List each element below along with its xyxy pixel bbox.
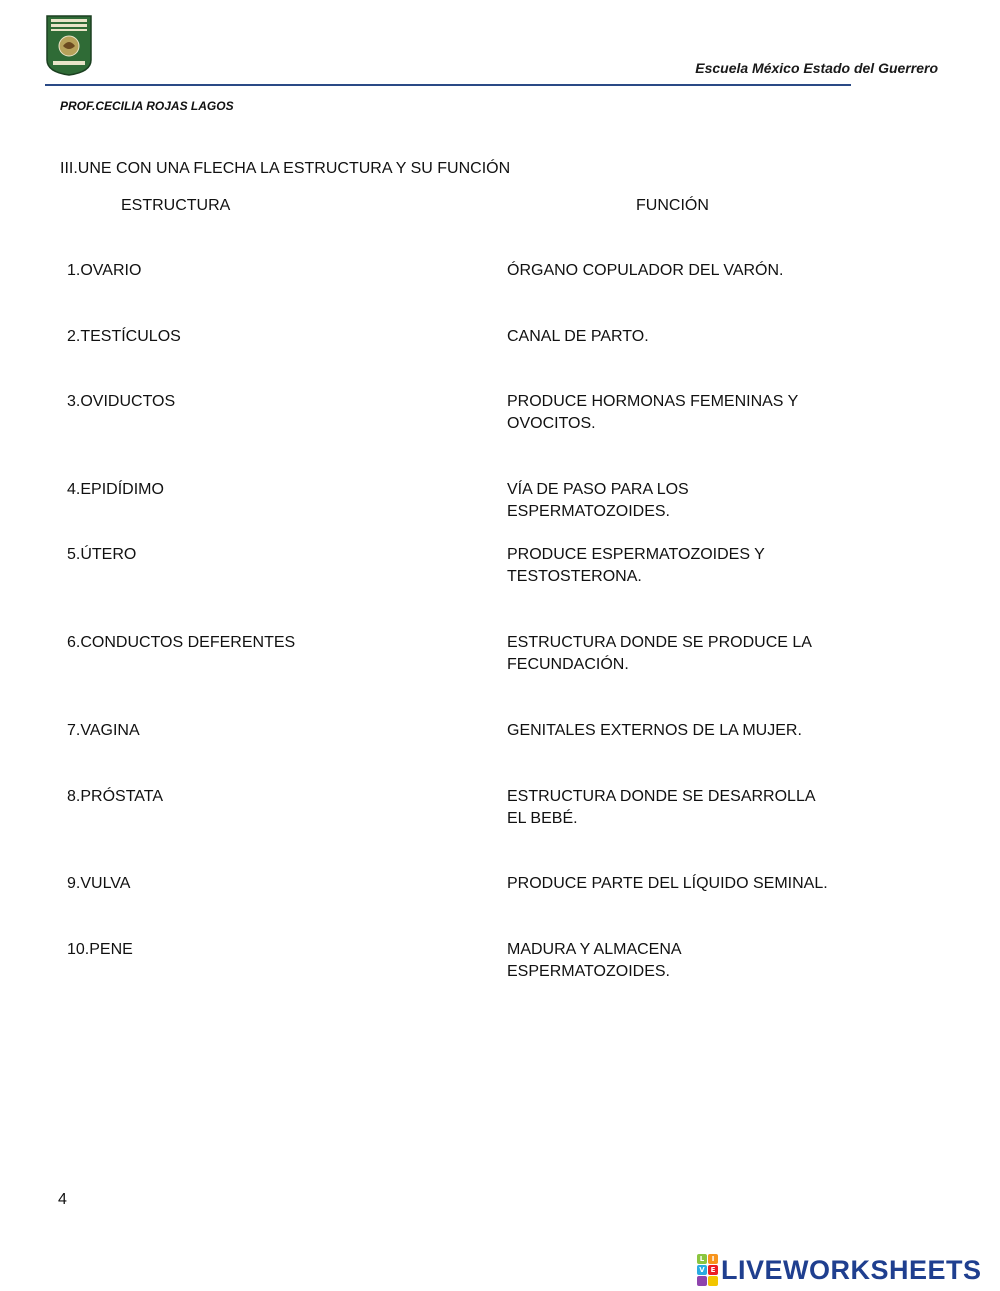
function-item-8[interactable]: ESTRUCTURA DONDE SE DESARROLLA EL BEBÉ. (507, 788, 815, 827)
structure-item-7[interactable]: 7.VAGINA (67, 722, 140, 739)
mark-square (697, 1276, 707, 1286)
mark-square (708, 1276, 718, 1286)
function-item-5[interactable]: PRODUCE ESPERMATOZOIDES Y TESTOSTERONA. (507, 546, 765, 585)
page-number: 4 (58, 1191, 67, 1208)
column-header-function: FUNCIÓN (636, 197, 709, 214)
column-header-structure: ESTRUCTURA (121, 197, 231, 214)
mark-letter: V (697, 1265, 707, 1275)
structure-item-2[interactable]: 2.TESTÍCULOS (67, 328, 181, 345)
function-item-2[interactable]: CANAL DE PARTO. (507, 328, 649, 345)
teacher-name: PROF.CECILIA ROJAS LAGOS (60, 99, 234, 113)
mark-letter: E (708, 1265, 718, 1275)
crest-shield-icon (45, 14, 93, 76)
structure-item-8[interactable]: 8.PRÓSTATA (67, 788, 164, 805)
header-divider (45, 84, 851, 86)
function-item-1[interactable]: ÓRGANO COPULADOR DEL VARÓN. (507, 262, 784, 279)
school-crest-logo (45, 14, 93, 76)
exercise-instruction: III.UNE CON UNA FLECHA LA ESTRUCTURA Y SU FUNCIÓN (60, 160, 511, 177)
structure-item-3[interactable]: 3.OVIDUCTOS (67, 393, 176, 410)
function-item-6[interactable]: ESTRUCTURA DONDE SE PRODUCE LA FECUNDACIÓN. (507, 634, 812, 673)
school-name: Escuela México Estado del Guerrero (695, 60, 938, 76)
structure-item-9[interactable]: 9.VULVA (67, 875, 131, 892)
function-item-3[interactable]: PRODUCE HORMONAS FEMENINAS Y OVOCITOS. (507, 393, 799, 432)
function-item-9[interactable]: PRODUCE PARTE DEL LÍQUIDO SEMINAL. (507, 875, 828, 892)
mark-letter: I (708, 1254, 718, 1264)
structure-item-5[interactable]: 5.ÚTERO (67, 546, 137, 563)
function-item-7[interactable]: GENITALES EXTERNOS DE LA MUJER. (507, 722, 802, 739)
function-item-4[interactable]: VÍA DE PASO PARA LOS ESPERMATOZOIDES. (507, 481, 689, 520)
function-item-10[interactable]: MADURA Y ALMACENA ESPERMATOZOIDES. (507, 941, 681, 980)
liveworksheets-logo (697, 1255, 982, 1285)
structure-item-4[interactable]: 4.EPIDÍDIMO (67, 481, 164, 498)
liveworksheets-mark-icon (697, 1254, 718, 1286)
liveworksheets-wordmark: LIVEWORKSHEETS (721, 1254, 982, 1285)
structure-item-1[interactable]: 1.OVARIO (67, 262, 142, 279)
mark-letter: L (697, 1254, 707, 1264)
structure-item-10[interactable]: 10.PENE (67, 941, 133, 958)
structure-item-6[interactable]: 6.CONDUCTOS DEFERENTES (67, 634, 296, 651)
